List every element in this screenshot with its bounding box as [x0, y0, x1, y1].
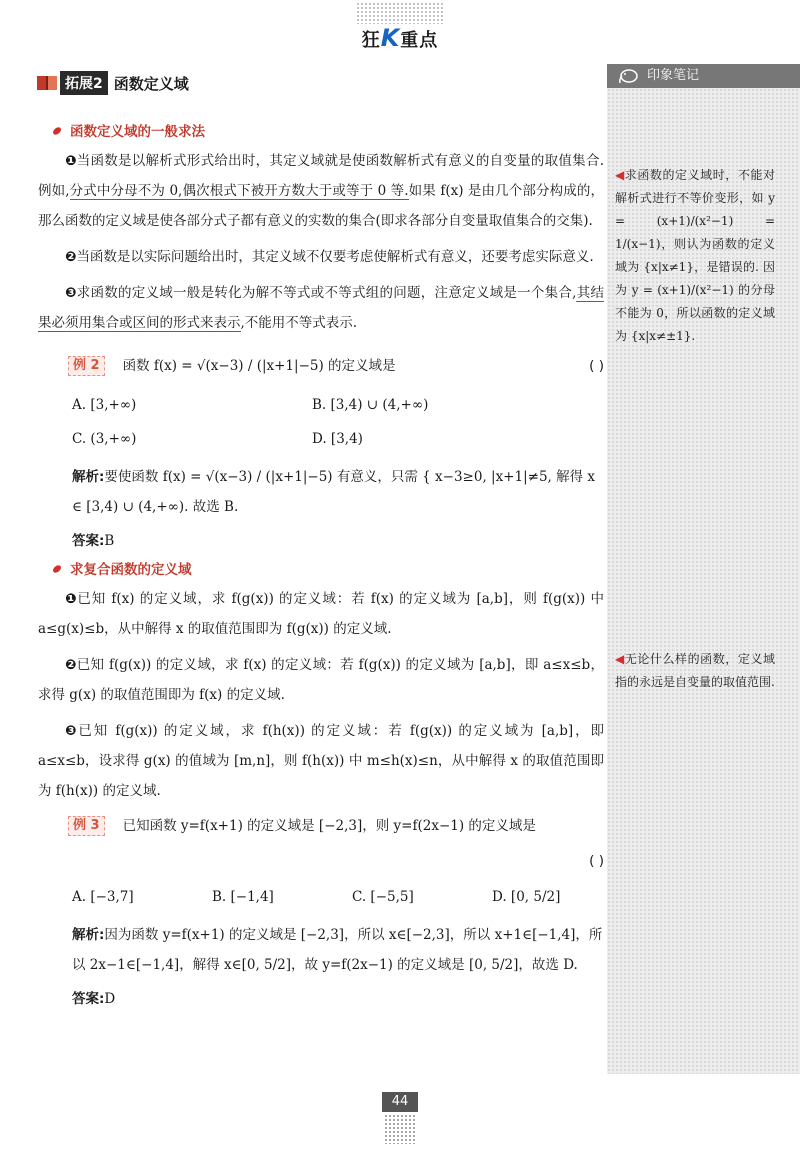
sidebar-note-2: ◀无论什么样的函数，定义域指的永远是自变量的取值范围. — [615, 652, 775, 689]
answer-paren: ( ) — [589, 358, 604, 374]
options-example-3 — [72, 882, 604, 912]
option-b: B. [3,4) ∪ (4,+∞) — [312, 397, 429, 413]
option-c: C. (3,+∞) — [72, 431, 137, 447]
underlined-text: 其结果必须用集合或区间的形式来表示 — [38, 285, 605, 331]
composite-3: ❸已知 f(g(x)) 的定义域，求 f(h(x)) 的定义域：若 f(g(x)) 的定义域为 [a,b]，即 a≤x≤b，设求得 g(x) 的值域为 [m,n]，则 f(h(x)) 中 m≤h(x)≤n，从中解得 x 的取值范围即为 f(h(x)) 的定义域. — [38, 723, 604, 799]
heading-composite: 求复合函数的定义域 — [52, 556, 604, 584]
option-b: B. [−1,4] — [212, 889, 274, 905]
header-pattern — [356, 2, 444, 24]
brand-prefix: 狂 — [361, 30, 381, 51]
example-3 — [68, 806, 604, 846]
example-2 — [68, 346, 604, 386]
options-example-2 — [72, 390, 604, 454]
composite-2: ❷已知 f(g(x)) 的定义域，求 f(x) 的定义域：若 f(g(x)) 的定义域为 [a,b]，即 a≤x≤b，求得 g(x) 的取值范围即为 f(x) 的定义域. — [38, 657, 604, 703]
main-content — [38, 118, 604, 1014]
composite-1: ❶已知 f(x) 的定义域，求 f(g(x)) 的定义域：若 f(x) 的定义域为 [a,b]，则 f(g(x)) 中 a≤g(x)≤b，从中解得 x 的取值范围即为 f(g(x)) 的定义域. — [38, 591, 604, 637]
option-d: D. [3,4) — [312, 431, 363, 447]
underlined-text: 分式中分母不为 0,偶次根式下被开方数大于或等于 0 等. — [69, 183, 409, 199]
solution-example-3: 解析:因为函数 y=f(x+1) 的定义域是 [−2,3]，所以 x∈[−2,3]，所以 x+1∈[−1,4]，所以 2x−1∈[−1,4]，解得 x∈[0, 5/2]，故 y=f(2x−1) 的定义域是 [0, 5/2]，故选 D. — [72, 927, 603, 973]
sidebar-note-1: ◀求函数的定义域时，不能对解析式进行不等价变形，如 y = (x+1)/(x²−1) = 1/(x−1)，则认为函数的定义域为 {x|x≠1}，是错误的. 因为 y = (x+1)/(x²−1) 的分母不能为 0，所以函数的定义域为 {x|x≠±1}. — [615, 168, 775, 343]
leaf-icon — [52, 117, 62, 147]
option-a: A. [−3,7] — [72, 889, 134, 905]
footer-pattern — [384, 1114, 416, 1144]
page-number: 44 — [382, 1092, 418, 1112]
answer-example-2: 答案:B — [72, 533, 115, 549]
book-icon — [36, 74, 58, 92]
paragraph-3: ❸求函数的定义域一般是转化为解不等式或不等式组的问题，注意定义域是一个集合,其结果必须用集合或区间的形式来表示,不能用不等式表示. — [38, 285, 605, 331]
paragraph-1: ❶当函数是以解析式形式给出时，其定义域就是使函数解析式有意义的自变量的取值集合. 例如,分式中分母不为 0,偶次根式下被开方数大于或等于 0 等.如果 f(x) 是由几个部分构成的，那么函数的定义域是使各部分式子都有意义的实数的集合(即求各部分自变量取值集合的交集). — [38, 153, 604, 229]
leaf-icon — [52, 555, 62, 585]
elephant-icon — [617, 67, 639, 85]
section-tag: 拓展2 — [60, 71, 108, 95]
example-label: 例 3 — [68, 816, 105, 836]
example-label: 例 2 — [68, 356, 105, 376]
heading-general-method: 函数定义域的一般求法 — [52, 118, 604, 146]
option-a: A. [3,+∞) — [72, 397, 137, 413]
brand-logo — [0, 24, 800, 52]
sidebar-header: 印象笔记 — [607, 64, 800, 88]
brand-k: K — [380, 24, 401, 52]
brand-suffix: 重点 — [400, 30, 439, 51]
answer-paren: ( ) — [589, 853, 604, 869]
section-header — [36, 72, 189, 94]
example-question: 函数 f(x) = √(x−3) / (|x+1|−5) 的定义域是 — [122, 358, 396, 374]
solution-example-2: 解析:要使函数 f(x) = √(x−3) / (|x+1|−5) 有意义，只需 { x−3≥0, |x+1|≠5, 解得 x ∈ [3,4) ∪ (4,+∞). 故选 B. — [72, 469, 596, 515]
answer-example-3: 答案:D — [72, 991, 116, 1007]
option-d: D. [0, 5/2] — [492, 889, 561, 905]
section-title: 函数定义域 — [113, 74, 189, 93]
paragraph-2: ❷当函数是以实际问题给出时，其定义域不仅要考虑使解析式有意义，还要考虑实际意义. — [65, 249, 594, 265]
example-question: 已知函数 y=f(x+1) 的定义域是 [−2,3]，则 y=f(2x−1) 的定义域是 — [122, 818, 536, 834]
option-c: C. [−5,5] — [352, 889, 414, 905]
notes-sidebar — [607, 64, 800, 1074]
